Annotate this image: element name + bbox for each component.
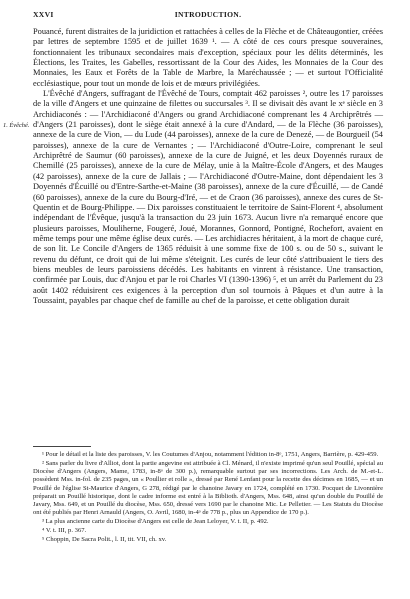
margin-note: 1. Évêché. bbox=[3, 122, 30, 129]
footnote-divider bbox=[33, 446, 91, 447]
running-title: INTRODUCTION. bbox=[174, 10, 242, 19]
main-text bbox=[33, 27, 383, 306]
footnote: ⁴ V. t. III, p. 367. bbox=[42, 526, 87, 534]
paragraph: L'Évêché d'Angers, suffragant de l'Évêché de Tours, comptait 462 paroisses ², outre les 17 paroisses de la ville d'Angers et une quinzaine de filettes ou succursales ³. Il se divisait dès avant le xᵉ siècle en 3 Archidiaconés : — l'Archidiaconé d'Angers ou grand Archidiaconé comprenant les 4 Archiprêtrés — d'Angers (21 paroisses), dont le siège était annexé à la cure d'Andard, — de la Flèche (36 paroisses), annexe de la cure de Vion, — du Lude (44 paroisses), annexe de la cure de Denezé, — de Bourgueil (54 paroisses), annexe de la cure de Vernantes ; — l'Archidiaconé d'Outre-Loire, comprenant le seul Archiprêtré de Saumur (60 paroisses), annexe de la cure de Juigné, et les deux Doyennés ruraux de Chemillé (25 paroisses), annexe de la cure de Mélay, unie à la Maître-École d'Angers, et des Mauges (42 paroisses), annexe de la cure de Jallais ; — l'Archidiaconé d'Outre-Maine, dont dépendaient les 3 Doyennés d'Écuillé ou d'Entre-Sarthe-et-Maine (38 paroisses), annexe de la cure d'Écuillé, — de Candé (60 paroisses), annexe de la cure du Bourg-d'Iré, — et de Craon (36 paroisses), annexe des cures de St-Quentin et de Bourg-Philippe. — Dix paroisses constituaient le territoire de Saint-Florent ⁴, absolument indépendant de l'Évêque, jusqu'à la transaction du 23 juin 1673. Aucun livre n'a remarqué encore que plusieurs paroisses, Mouliherne, Fougeré, Joué, Morannes, Gonnord, Pontigné, Rochefort, avaient en même temps pour une même église deux curés. — Les archidiacres héritaient, à la mort de chaque curé, de son lit. Le Concile d'Angers de 1365 réduisit à une somme fixe de 100 s. ou de 50 s., suivant le revenu du défunt, ce droit qui de lui même s'éteignit. Les curés de leur côté s'attribuaient le tiers des biens meubles de leurs paroissiens décédés. Les habitants en vinrent à résistance. Une transaction, confirmée par Louis, duc d'Anjou et par le roi Charles VI (1390-1396) ⁵, et un arrêt du Parlement du 23 août 1402 réduisirent ces exigences à la perception d'un sol tournois à Pâques et d'un autre à la Toussaint, payables par chaque chef de famille au chef de la paroisse, et cette obligation durait bbox=[33, 89, 383, 305]
footnote: ² Sans parler du livre d'Alliot, dont la partie angevine est attribuée à Cl. Ménard, il n'existe imprimé qu'un seul Pouillé, spécial au Diocèse d'Angers (Angers, Mame, 1783, in-8ᵒ de 300 p.), remarquable surtout par ses incorrections. Les Arch. de M.-et-L. possèdent Mss. in-fol. de 235 pages, un « Poullier et rolle », dressé par René Lenfant pour la recette des décimes en 1685, — et un Pouillé de l'église St-Maurice d'Angers, G 278, rédigé par le chanoine Javary en 1724, complété en 1730. Pocquet de Livonnière préparait un Pouillé historique, dont le cadre informe est entré à la Biblioth. d'Angers, Mss. 648, ainsi qu'un double du Pouillé de Javary, Mss. 649, et un Pouillé du diocèse, Mss. 650, dressé vers 1690 par le chanoine Mic. Le Pelletier. — Les Statuts du Diocèse ont été publiés par Henri Arnauld (Angers, O. Avril, 1680, in-4ᵒ de 778 p., plus un Appendice de 170 p.). bbox=[33, 459, 383, 517]
footnote: ¹ Pour le détail et la liste des paroisses, V. les Coutumes d'Anjou, notamment l'édition in-8ᵒ, 1751, Angers, Barrière, p. 429-459. bbox=[42, 451, 379, 458]
footnote: ⁵ Choppin, De Sacra Polit., l. II, tit. VII, ch. xv. bbox=[42, 535, 167, 543]
footnote: ³ La plus ancienne carte du Diocèse d'Angers est celle de Jean Leloyer, V. t. II, p. 492. bbox=[42, 518, 269, 525]
footnotes bbox=[33, 451, 383, 544]
page-number: XXVI bbox=[33, 10, 54, 19]
paragraph: Pouancé, furent distraites de la juridiction et rattachées à celles de la Flèche et de Châteaugontier, créées par lettres de septembre 1595 et de juillet 1639 ¹. — A côté de ces cours presque souveraines, fonctionnaient les tribunaux secondaires mais d'exception, spéciaux pour les délits déterminés, les Élections, les Traites, les Gabelles, ressortissant de la Cour des Aides, les Monnaies de la Cour des Monnaies, les Eaux et Forêts de la Table de Marbre, la Maréchaussée ; — et surtout l'Officialité ecclésiastique, pour tout un monde de lois et de mœurs privilégiées. bbox=[33, 27, 383, 88]
running-header bbox=[33, 10, 383, 22]
